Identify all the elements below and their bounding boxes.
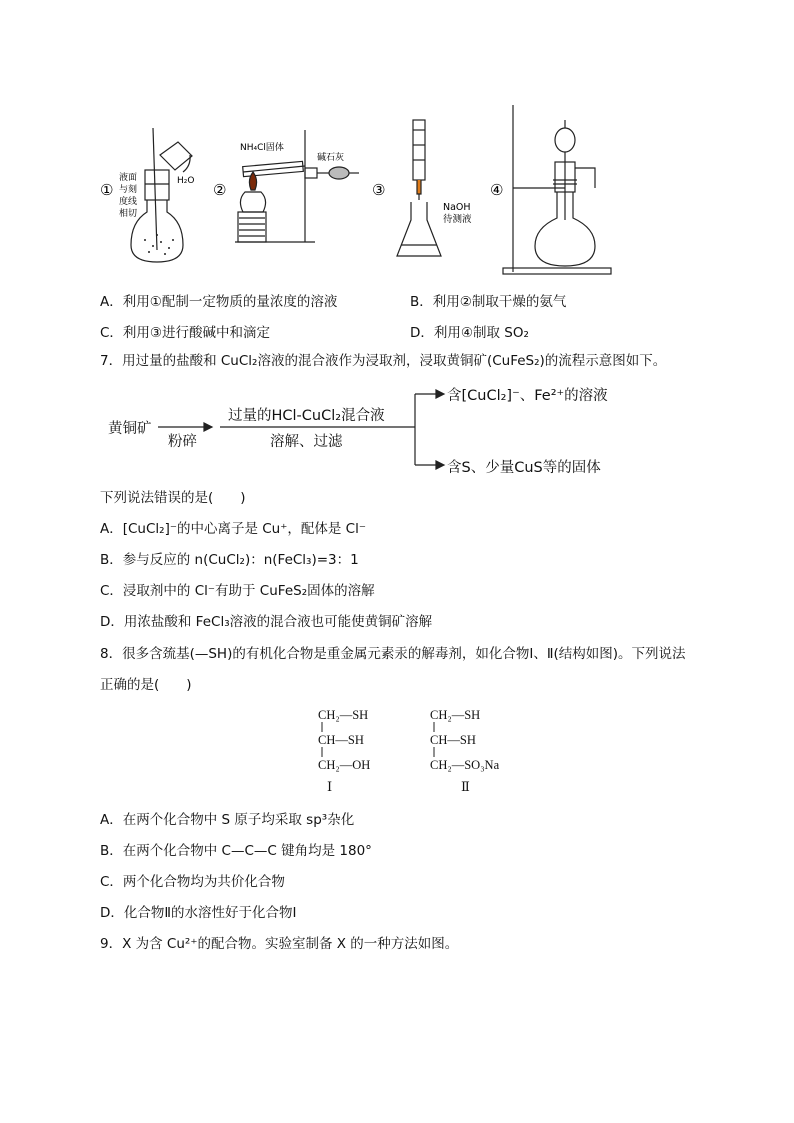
q7-option-d: D．用浓盐酸和 FeCl₃溶液的混合液也可能使黄铜矿溶解 [100,614,433,630]
fig1-water-label: H₂O [177,176,195,186]
q7-option-b: B．参与反应的 n(CuCl₂)：n(FeCl₃)=3：1 [100,552,359,568]
q6-option-d: D．利用④制取 SO₂ [410,325,529,341]
q7-option-a: A．[CuCl₂]⁻的中心离子是 Cu⁺，配体是 Cl⁻ [100,521,366,537]
fig1-note-2: 度线 [119,197,138,207]
q8-option-d: D．化合物Ⅱ的水溶性好于化合物Ⅰ [100,905,297,921]
q6-option-b: B．利用②制取干燥的氨气 [410,294,567,310]
compound-1-label: Ⅰ [327,780,333,795]
apparatus-figure [95,100,635,280]
fig2-reagent-label: NH₄Cl固体 [240,143,284,153]
fig3-reagent-1: 待测液 [443,214,472,225]
q8-option-c: C．两个化合物均为共价化合物 [100,874,285,890]
flow-arrows [100,380,460,480]
q7-stem: 7．用过量的盐酸和 CuCl₂溶液的混合液作为浸取剂，浸取黄铜矿(CuFeS₂)的流程示意图如下。 [100,353,667,369]
compound-2-row-1: CH₂—SH [430,708,481,722]
q6-option-a: A．利用①配制一定物质的量浓度的溶液 [100,294,338,310]
q8-stem-line2: 正确的是( ) [100,677,192,693]
apparatus-4-gas-generator [503,105,611,274]
compound-1-structure [318,703,370,778]
flow-product-bottom: 含S、少量CuS等的固体 [447,460,601,476]
compound-2-label: Ⅱ [461,780,470,795]
q8-option-a: A．在两个化合物中 S 原子均采取 sp³杂化 [100,812,355,828]
compound-1-row-1: CH₂—SH [318,708,369,722]
apparatus-1-volumetric-flask [131,128,195,262]
q6-option-c: C．利用③进行酸碱中和滴定 [100,325,271,341]
fig2-absorbent-label: 碱石灰 [317,153,345,163]
compound-2-row-2: CH—SH [430,733,476,747]
compound-2-bonds [432,720,436,760]
compound-2-structure [430,703,499,778]
fig1-note-3: 相切 [119,209,138,219]
q7-option-c: C．浸取剂中的 Cl⁻有助于 CuFeS₂固体的溶解 [100,583,375,599]
fig1-note-0: 液面 [119,173,138,183]
compound-1-row-2: CH—SH [318,733,364,747]
q8-option-b: B．在两个化合物中 C—C—C 键角均是 180° [100,843,372,859]
flow-arrow1-below: 粉碎 [168,434,197,450]
q8-stem-line1: 8．很多含巯基(—SH)的有机化合物是重金属元素汞的解毒剂，如化合物Ⅰ、Ⅱ(结构如图)。下列说法 [100,646,686,662]
fig1-note-1: 与刻 [119,185,138,195]
flow-arrow2-above: 过量的HCl-CuCl₂混合液 [228,408,385,424]
q7-question: 下列说法错误的是( ) [100,490,246,506]
fig3-reagent-0: NaOH [443,202,471,213]
flow-arrow2-below: 溶解、过滤 [270,434,343,450]
fig-label-4: ④ [490,181,504,199]
fig-label-1: ① [100,181,114,199]
flow-product-top: 含[CuCl₂]⁻、Fe²⁺的溶液 [447,388,608,404]
compound-1-bonds [320,720,324,760]
apparatus-3-titration [397,120,441,256]
q9-stem: 9．X 为含 Cu²⁺的配合物。实验室制备 X 的一种方法如图。 [100,936,459,952]
compound-2-row-3: CH₂—SO₃Na [430,758,500,772]
flow-start: 黄铜矿 [108,421,152,437]
fig-label-2: ② [213,181,227,199]
compound-1-row-3: CH₂—OH [318,758,371,772]
fig-label-3: ③ [372,181,386,199]
